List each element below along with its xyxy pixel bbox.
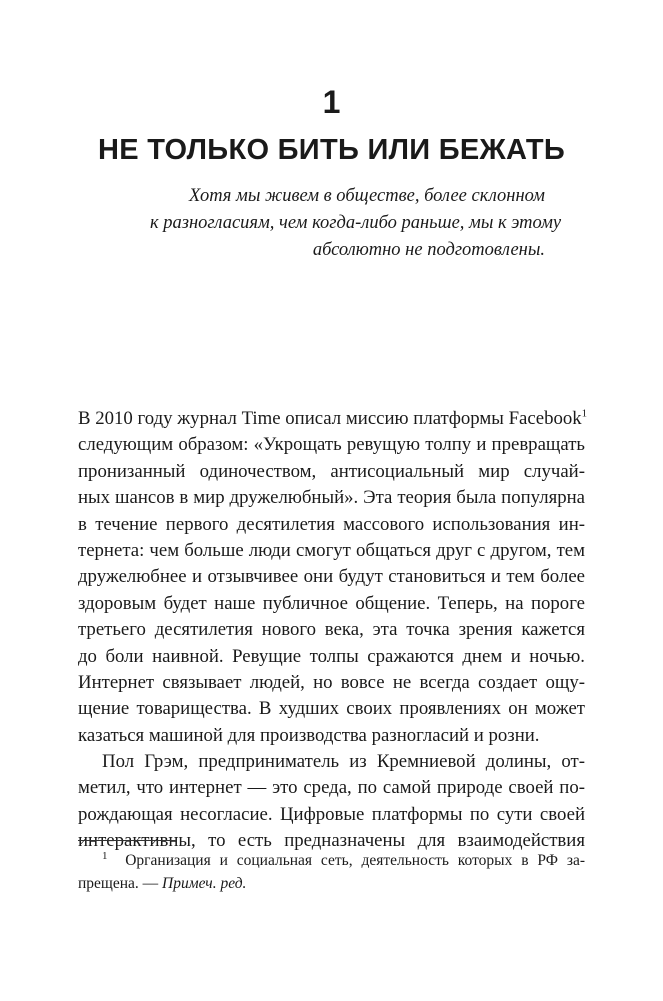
body-line: метил, что интернет — это среда, по самой природе своей по- — [78, 777, 585, 799]
epigraph — [150, 183, 562, 264]
body-line: рождающая несогласие. Цифровые платформы по сути своей — [78, 803, 585, 825]
editor-note: Примеч. ред. — [162, 875, 247, 892]
body-line: в течение первого десятилетия массового использования ин- — [78, 513, 585, 535]
body-line: третьего десятилетия нового века, эта точка зрения кажется — [78, 619, 585, 641]
body-line: дружелюбнее и отзывчивее они будут становиться и тем более — [78, 566, 585, 588]
body-line: пронизанный одиночеством, антисоциальный мир случай- — [78, 460, 585, 482]
body-line: здоровым будет наше публичное общение. Теперь, на пороге — [78, 592, 585, 614]
footnote-number: 1 — [102, 849, 108, 862]
footnote-marker[interactable]: 1 — [581, 407, 588, 420]
body-line: казаться машиной для производства разногласий и розни. — [78, 724, 540, 746]
body-line: Интернет связывает людей, но вовсе не всегда создает ощу- — [78, 671, 585, 693]
chapter-number: 1 — [322, 84, 341, 120]
footnote-divider — [78, 840, 176, 841]
body-line: Пол Грэм, предприниматель из Кремниевой долины, от- — [102, 751, 585, 773]
body-line: щение товарищества. В худших своих проявлениях он может — [78, 698, 585, 720]
footnote — [78, 849, 585, 895]
body-line: интерактивны, то есть предназначены для взаимодействия — [78, 830, 585, 852]
body-line: В 2010 году журнал Time описал миссию платформы Facebook$^1$ — [78, 407, 588, 429]
footnote-line: $^1$ Организация и социальная сеть, деятельность которых в РФ за- — [102, 849, 585, 869]
epigraph-line: абсолютно не подготовлены. — [312, 240, 545, 260]
epigraph-line: Хотя мы живем в обществе, более склонном — [189, 186, 545, 206]
body-line: до боли наивной. Ревущие толпы сражаются днем и ночью. — [78, 645, 585, 667]
footnote-line: прещена. — Примеч. ред. — [78, 875, 247, 892]
epigraph-line: к разногласиям, чем когда-либо раньше, мы к этому — [150, 213, 562, 233]
body-line: ных шансов в мир дружелюбный». Эта теория была популярна — [78, 487, 585, 509]
chapter-title: НЕ ТОЛЬКО БИТЬ ИЛИ БЕЖАТЬ — [97, 134, 566, 166]
body-line: тернета: чем больше люди смогут общаться друг с другом, тем — [78, 539, 585, 561]
body-line: следующим образом: «Укрощать ревущую толпу и превращать — [78, 434, 585, 456]
body-text — [78, 406, 588, 855]
